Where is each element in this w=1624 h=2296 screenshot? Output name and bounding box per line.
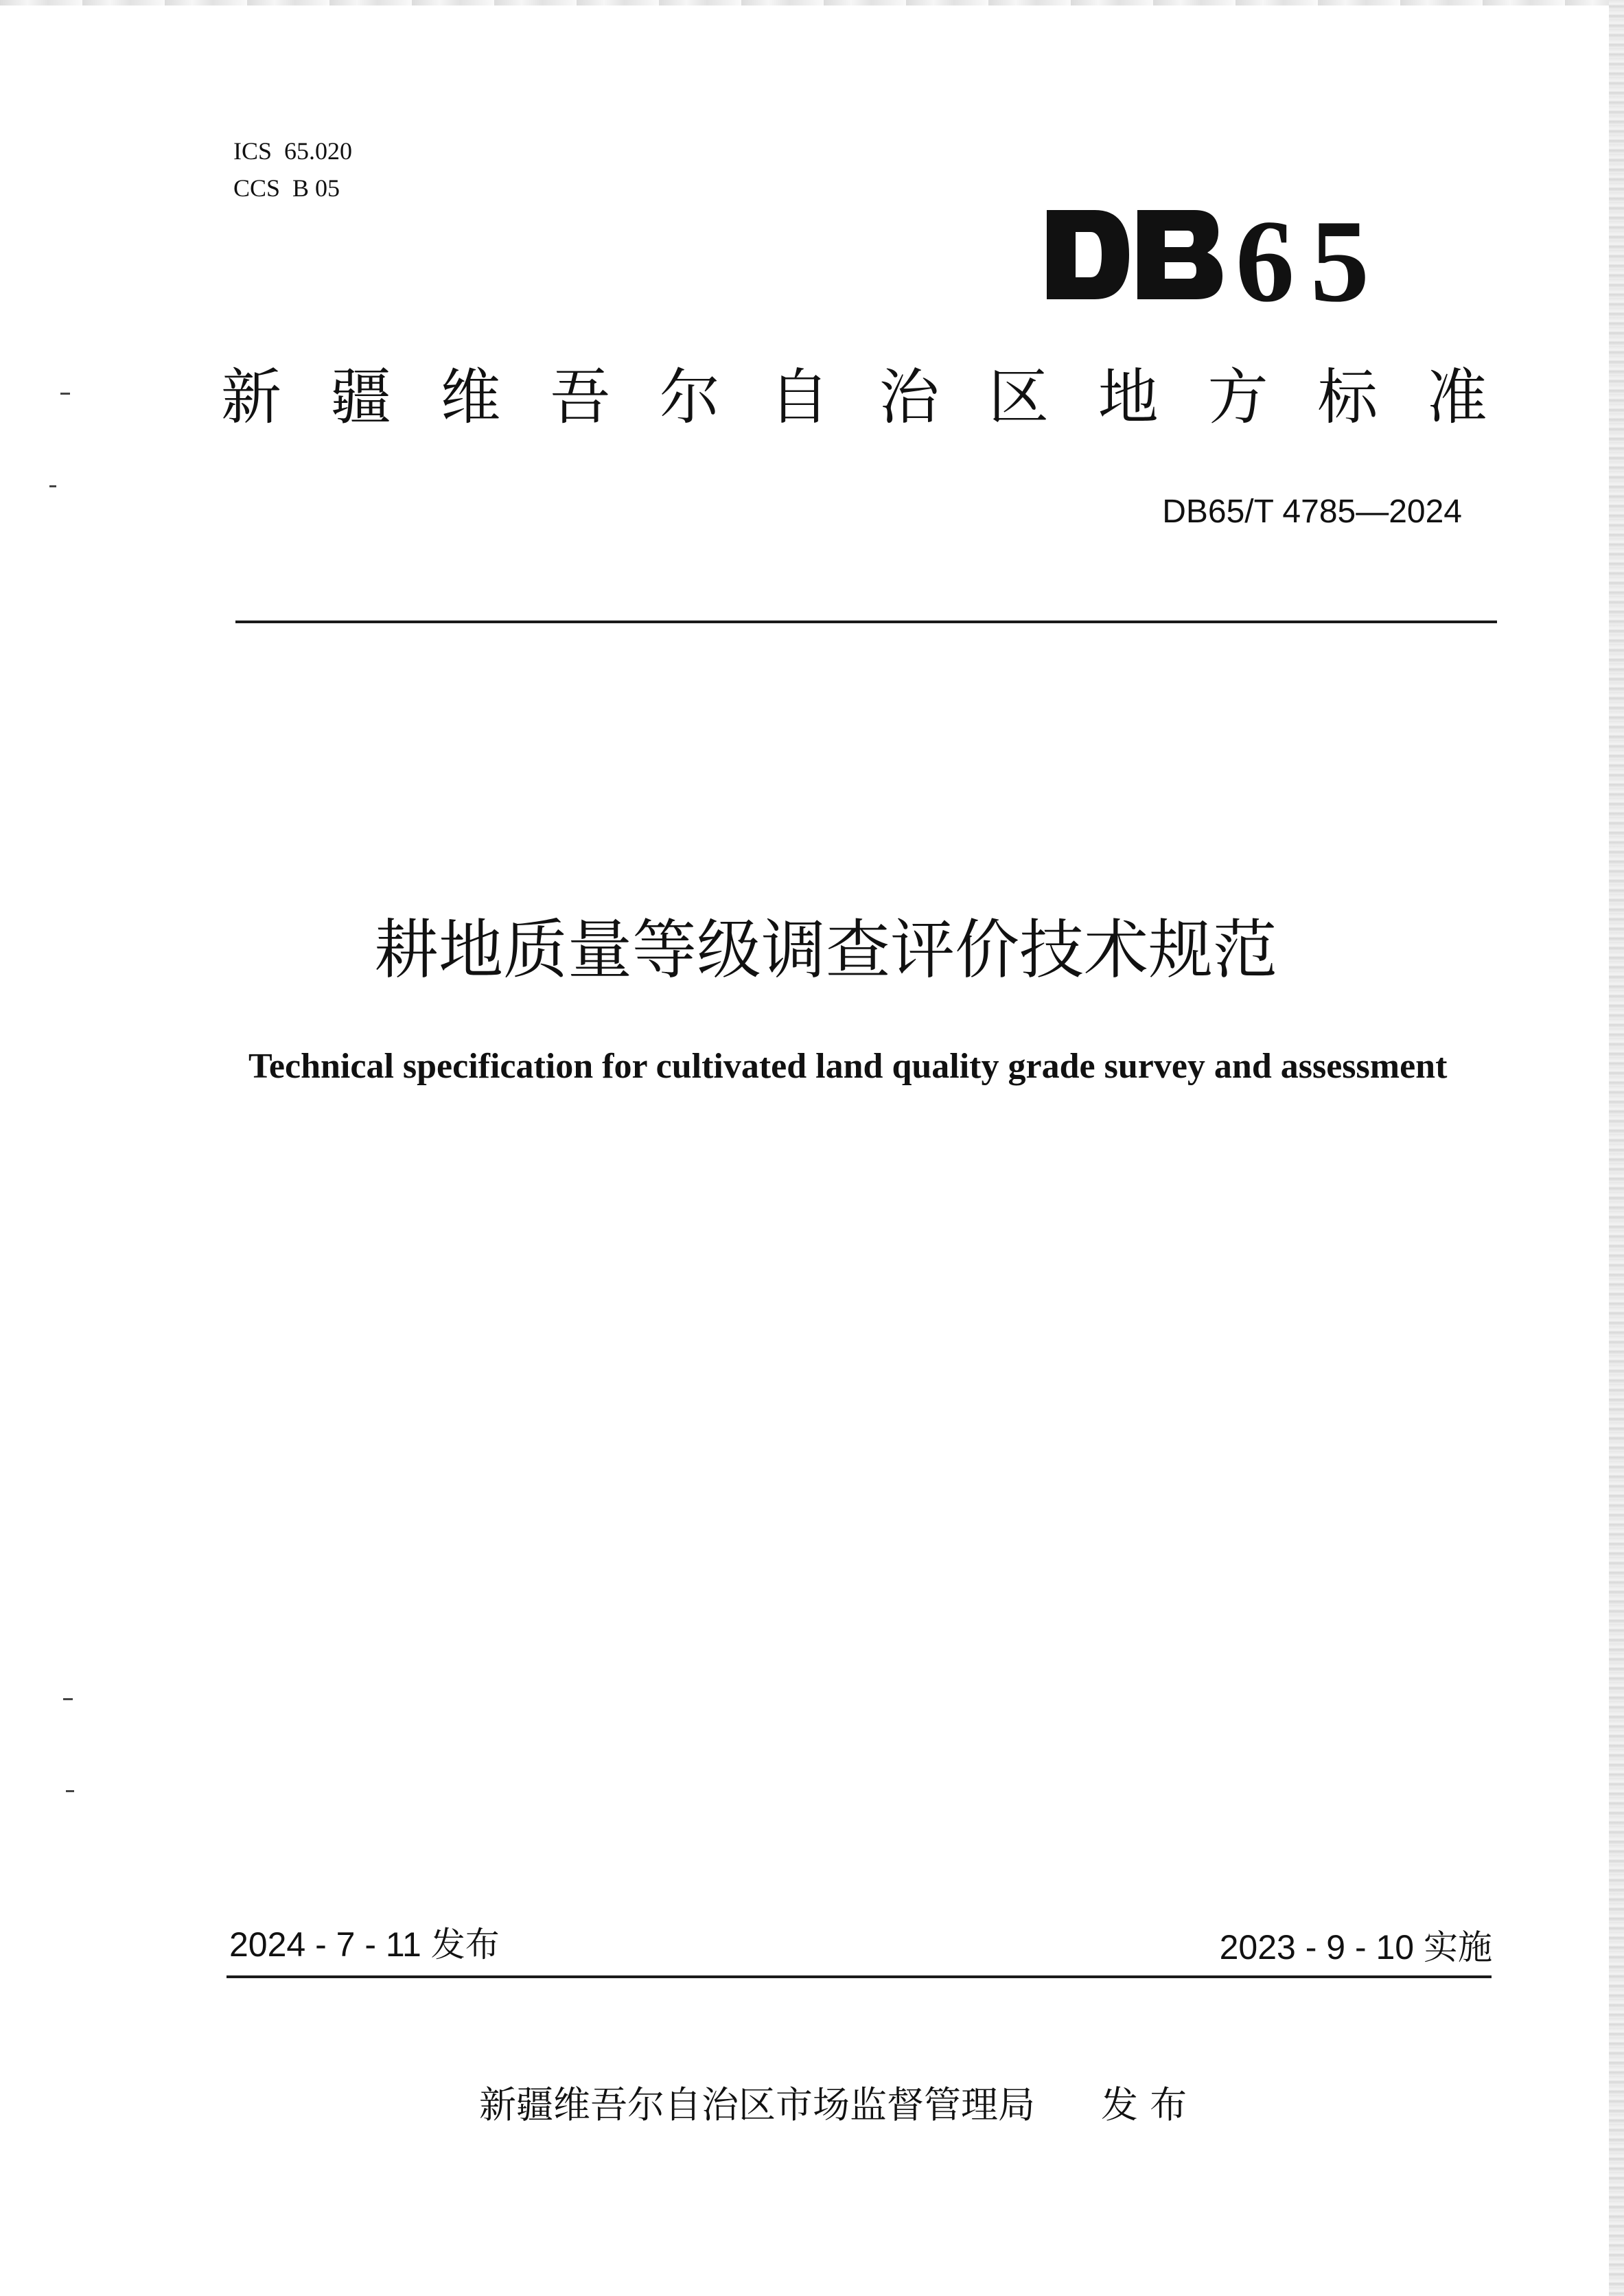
ccs-code: CCS B 05 [233,174,340,202]
standard-type-char: 地 [1098,362,1159,432]
standard-type-char: 治 [879,362,940,432]
scan-speck [66,1790,74,1792]
scan-speck [60,393,70,395]
svg-text:5: 5 [1310,203,1369,306]
standard-type-char: 疆 [330,362,391,432]
publish-date: 2024 - 7 - 11 发布 [229,1925,500,1964]
header-divider [235,621,1497,623]
db65-logo [1047,203,1397,306]
effective-date: 2023 - 9 - 10 实施 [1219,1928,1492,1967]
standard-type-char: 标 [1317,362,1378,432]
scan-edge-right [1609,0,1624,2296]
standard-type-char: 区 [988,362,1049,432]
standard-type-char: 自 [769,362,830,432]
svg-text:6: 6 [1236,203,1295,306]
standard-type-char: 尔 [659,362,720,432]
ics-code: ICS 65.020 [233,137,353,165]
standard-type-heading [221,362,1487,432]
issuing-authority: 新疆维吾尔自治区市场监督管理局 [479,2083,1035,2126]
standard-type-char: 方 [1207,362,1268,432]
scan-speck [49,485,56,487]
standard-type-char: 新 [221,362,282,432]
standard-number: DB65/T 4785—2024 [1162,494,1462,530]
standard-type-char: 准 [1426,362,1487,432]
footer-divider [227,1975,1492,1978]
title-chinese: 耕地质量等级调查评价技术规范 [373,913,1277,988]
scan-edge-top [0,0,1624,5]
standard-type-char: 维 [440,362,501,432]
issue-label: 发 布 [1101,2083,1187,2126]
standard-type-char: 吾 [550,362,611,432]
scan-speck [63,1698,73,1700]
title-english: Technical specification for cultivated land quality grade survey and assessment [248,1047,1448,1086]
